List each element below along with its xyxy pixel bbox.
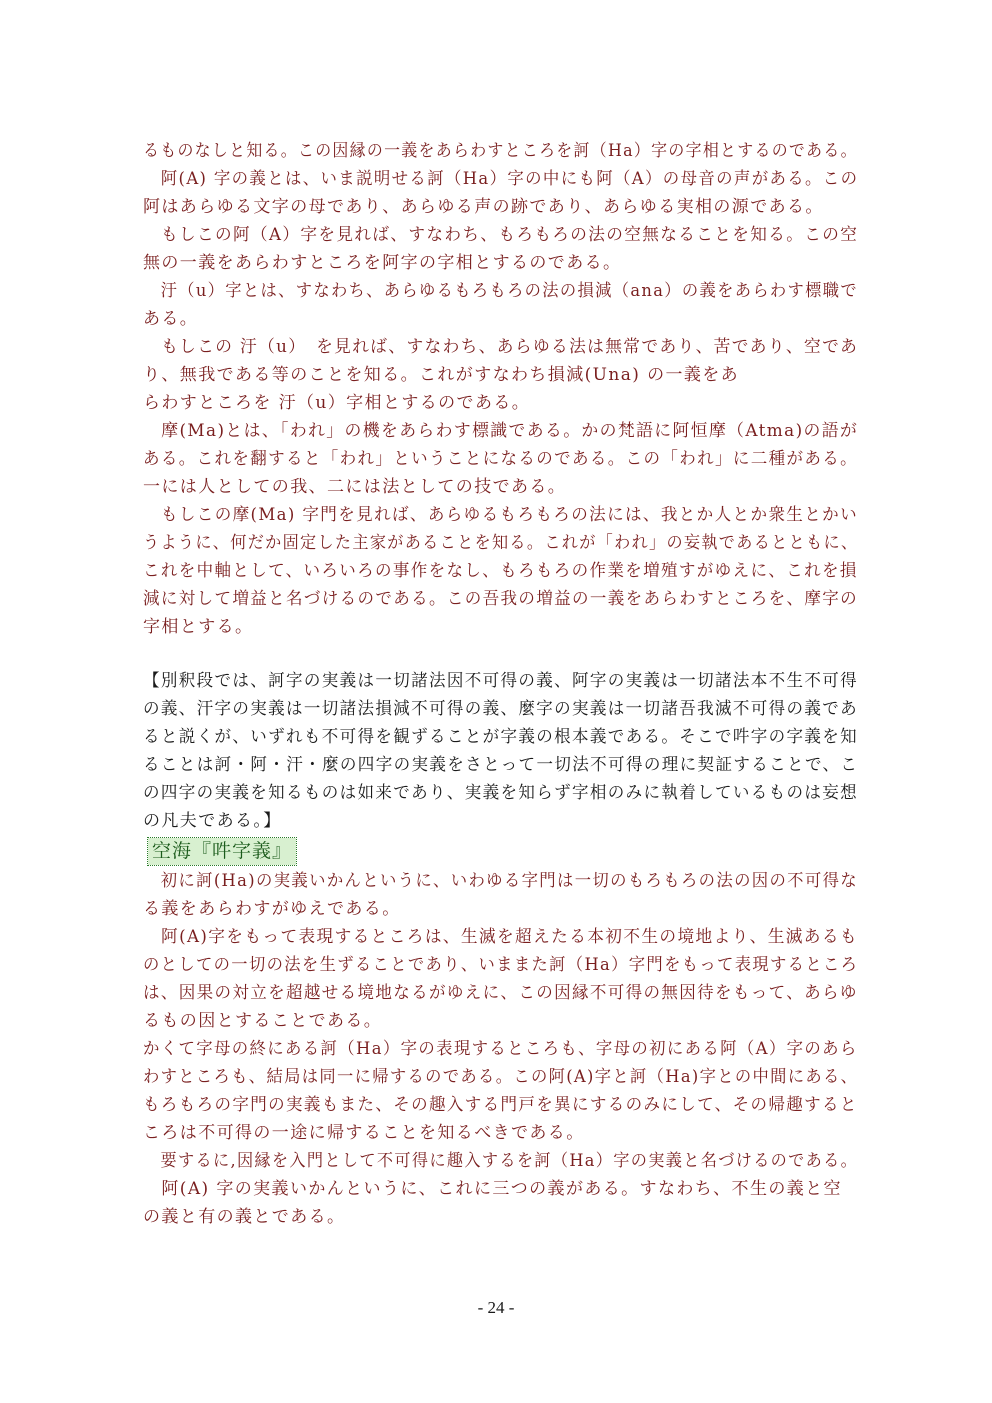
text-line: これを中軸として、いろいろの事作をなし、もろもろの作業を増殖すがゆえに、これを損 <box>143 561 858 581</box>
text-line: ころは不可得の一途に帰することを知るべきである。 <box>143 1123 585 1143</box>
text-line: る義をあらわすがゆえである。 <box>143 899 401 919</box>
text-line: 汙（u）字とは、すなわち、あらゆるもろもろの法の損減（ana）の義をあらわす標職で <box>143 281 858 301</box>
text-line: もしこの摩(Ma) 字門を見れば、あらゆるもろもろの法には、我とか人とか衆生とかい <box>143 505 859 525</box>
text-line: もしこの 汙（u） を見れば、すなわち、あらゆる法は無常であり、苦であり、空であ <box>143 337 859 357</box>
text-line: かくて字母の終にある訶（Ha）字の表現するところも、字母の初にある阿（A）字のあら <box>143 1039 858 1059</box>
text-line: るものなしと知る。この因縁の一義をあらわすところを訶（Ha）字の字相とするのである。 <box>143 141 858 161</box>
text-line: もろもろの字門の実義もまた、その趣入する門戸を異にするのみにして、その帰趣すると <box>143 1095 858 1115</box>
text-line: の義と有の義とである。 <box>143 1207 346 1227</box>
commentary-line: の義、汗字の実義は一切諸法損減不可得の義、麼字の実義は一切諸吾我滅不可得の義であ <box>143 699 859 719</box>
commentary-line: ると説くが、いずれも不可得を観ずることが字義の根本義である。そこで吽字の字義を知 <box>143 727 859 747</box>
commentary-line: の四字の実義を知るものは如来であり、実義を知らず字相のみに執着しているものは妄想 <box>143 783 859 803</box>
text-line: 阿(A) 字の実義いかんというに、これに三つの義がある。すなわち、不生の義と空 <box>143 1179 842 1199</box>
text-line: ある。 <box>143 309 199 329</box>
text-line: 字相とする。 <box>143 617 254 637</box>
commentary-line: 【別釈段では、訶字の実義は一切諸法因不可得の義、阿字の実義は一切諸法本不生不可得 <box>143 671 859 691</box>
text-line: わすところも、結局は同一に帰するのである。この阿(A)字と訶（Ha)字との中間にある、 <box>143 1067 859 1087</box>
text-line: 無の一義をあらわすところを阿字の字相とするのである。 <box>143 253 622 273</box>
text-line: ある。これを翻すると「われ」ということになるのである。この「われ」に二種がある。 <box>143 449 859 469</box>
text-line: 要するに,因縁を入門として不可得に趣入するを訶（Ha）字の実義と名づけるのである。 <box>143 1151 859 1171</box>
text-line: のとしての一切の法を生ずることであり、いままた訶（Ha）字門をもって表現するところ <box>143 955 859 975</box>
text-line: 初に訶(Ha)の実義いかんというに、いわゆる字門は一切のもろもろの法の因の不可得な <box>143 871 859 891</box>
commentary-line: の凡夫である。】 <box>143 811 282 831</box>
text-line: 阿(A) 字の義とは、いま説明せる訶（Ha）字の中にも阿（A）の母音の声がある。この <box>143 169 859 189</box>
text-line: は、因果の対立を超越せる境地なるがゆえに、この因縁不可得の無因待をもって、あらゆ <box>143 983 858 1003</box>
text-line: らわすところを 汙（u）字相とするのである。 <box>143 393 531 413</box>
text-line: 減に対して増益と名づけるのである。この吾我の増益の一義をあらわすところを、摩字の <box>143 589 859 609</box>
text-line: るもの因とすることである。 <box>143 1011 383 1031</box>
text-line: うように、何だか固定した主家があることを知る。これが「われ」の妄執であるとともに、 <box>143 533 859 553</box>
commentary-line: ることは訶・阿・汗・麼の四字の実義をさとって一切法不可得の理に契証することで、こ <box>143 755 859 775</box>
text-line: 阿はあらゆる文字の母であり、あらゆる声の跡であり、あらゆる実相の源である。 <box>143 197 824 217</box>
text-line: 阿(A)字をもって表現するところは、生滅を超えたる本初不生の境地より、生滅あるも <box>143 927 858 947</box>
section-heading: 空海『吽字義』 <box>148 838 296 865</box>
text-line: 摩(Ma)とは、「われ」の機をあらわす標識である。かの梵語に阿恒摩（Atma)の語が <box>143 421 859 441</box>
text-line: もしこの阿（A）字を見れば、すなわち、もろもろの法の空無なることを知る。この空 <box>143 225 859 245</box>
text-line: り、無我である等のことを知る。これがすなわち損減(Una) の一義をあ <box>143 365 740 385</box>
text-line: 一には人としての我、二には法としての技である。 <box>143 477 567 497</box>
page-number: - 24 - <box>477 1298 515 1317</box>
